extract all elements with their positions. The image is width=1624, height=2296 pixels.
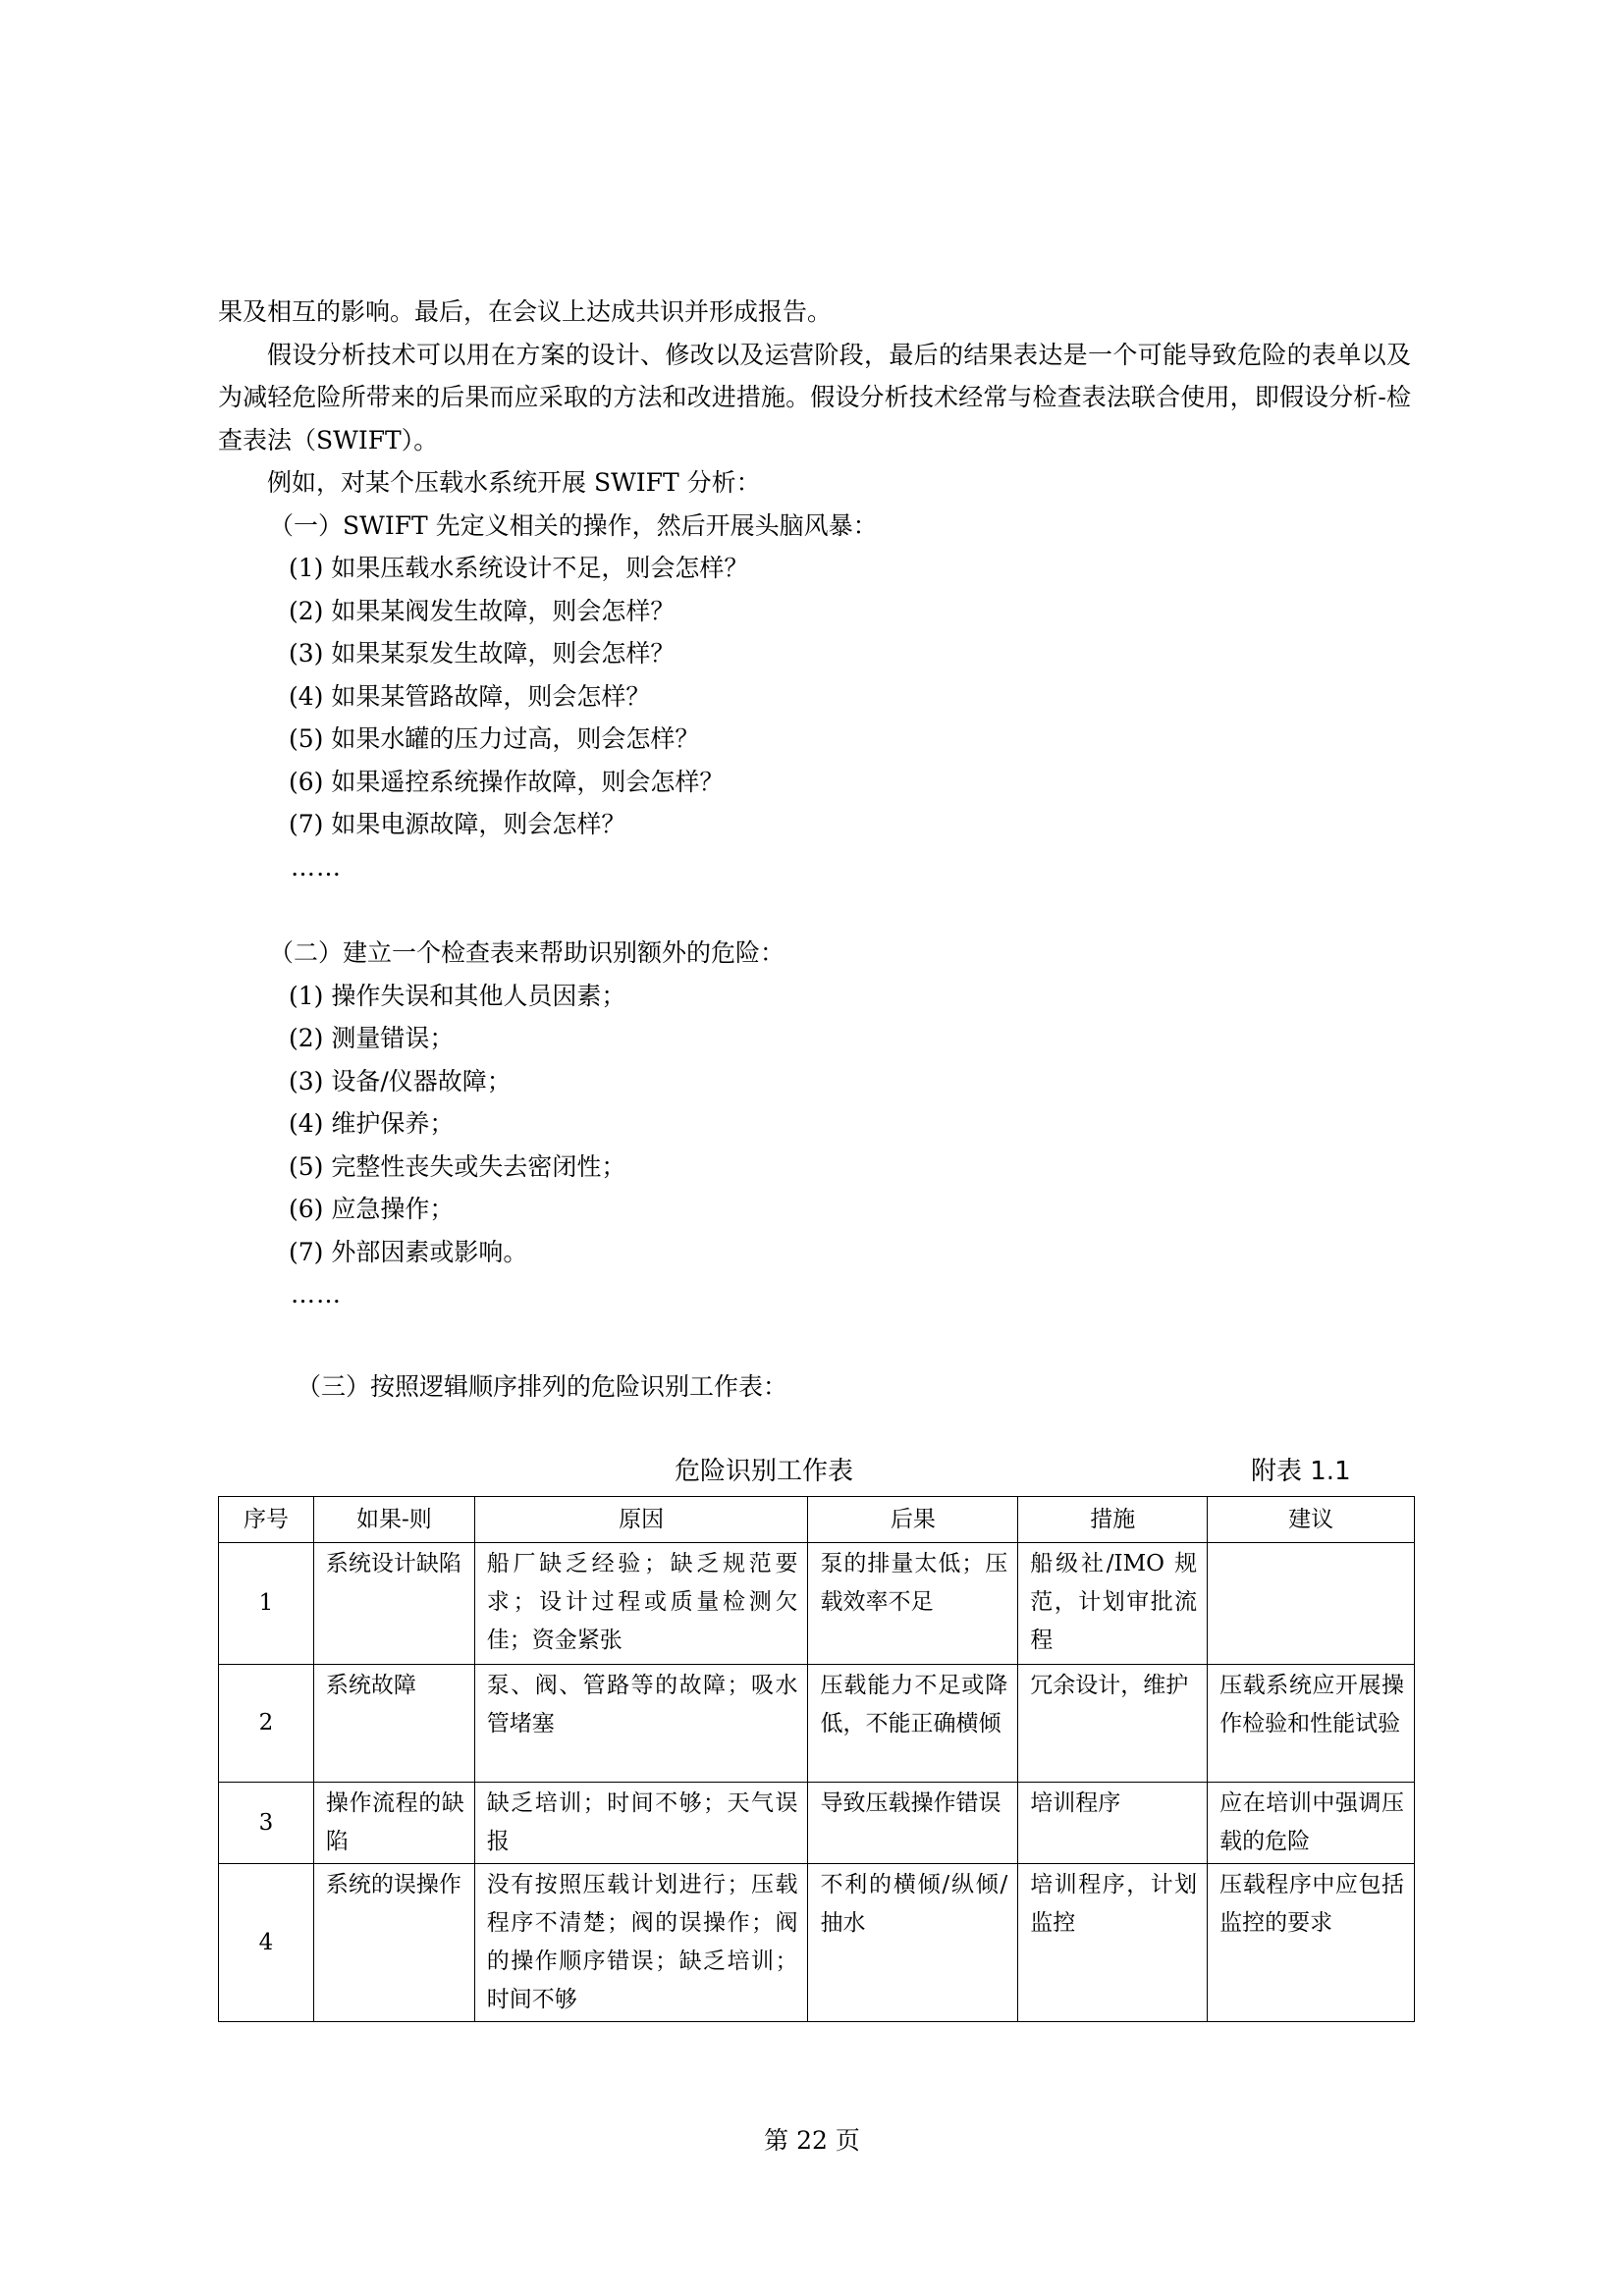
header-consequence: 后果 <box>808 1497 1018 1543</box>
cell-whatif: 系统设计缺陷 <box>313 1543 474 1665</box>
table-header-row <box>219 1497 1415 1543</box>
cell-measure: 培训程序 <box>1018 1783 1208 1864</box>
cell-measure: 船级社/IMO 规范，计划审批流程 <box>1018 1543 1208 1665</box>
cell-advice: 压载程序中应包括监控的要求 <box>1208 1864 1415 2022</box>
section-1-item: (6) 如果遥控系统操作故障，则会怎样？ <box>289 767 725 796</box>
cell-advice: 压载系统应开展操作检验和性能试验 <box>1208 1665 1415 1783</box>
section-1-ellipsis: …… <box>291 852 342 881</box>
header-no: 序号 <box>219 1497 314 1543</box>
section-2-item: (5) 完整性丧失或失去密闭性； <box>289 1151 626 1181</box>
table-row <box>219 1665 1415 1783</box>
section-1-item: (4) 如果某管路故障，则会怎样？ <box>289 681 651 711</box>
cell-no: 4 <box>219 1864 314 2022</box>
section-2-title: （二）建立一个检查表来帮助识别额外的危险： <box>269 938 785 967</box>
section-2-item: (2) 测量错误； <box>289 1024 455 1052</box>
section-2-item: (6) 应急操作； <box>289 1195 455 1223</box>
section-2-item: (3) 设备/仪器故障； <box>289 1066 512 1095</box>
cell-whatif: 系统的误操作 <box>313 1864 474 2022</box>
cell-consequence: 导致压载操作错误 <box>808 1783 1018 1864</box>
header-cause: 原因 <box>474 1497 808 1543</box>
table-row <box>219 1864 1415 2022</box>
spacer <box>218 888 1411 932</box>
section-1-item: (2) 如果某阀发生故障，则会怎样？ <box>289 596 676 625</box>
paragraph-example: 例如，对某个压载水系统开展 SWIFT 分析： <box>267 468 761 497</box>
section-1-item: (5) 如果水罐的压力过高，则会怎样？ <box>289 724 700 753</box>
section-3-title: （三）按照逻辑顺序排列的危险识别工作表： <box>297 1371 788 1401</box>
table-caption <box>218 1451 1414 1490</box>
cell-measure: 培训程序，计划监控 <box>1018 1864 1208 2022</box>
cell-measure: 冗余设计，维护 <box>1018 1665 1208 1783</box>
cell-cause: 船厂缺乏经验；缺乏规范要求；设计过程或质量检测欠佳；资金紧张 <box>474 1543 808 1665</box>
table-number: 附表 1.1 <box>1251 1457 1351 1486</box>
cell-no: 2 <box>219 1665 314 1783</box>
page-number: 第 22 页 <box>764 2126 860 2155</box>
header-measure: 措施 <box>1018 1497 1208 1543</box>
hazard-identification-table <box>218 1496 1415 2022</box>
cell-consequence: 压载能力不足或降低，不能正确横倾 <box>808 1665 1018 1783</box>
section-2-item: (7) 外部因素或影响。 <box>289 1237 528 1266</box>
section-1-item: (3) 如果某泵发生故障，则会怎样？ <box>289 639 676 667</box>
cell-whatif: 系统故障 <box>313 1665 474 1783</box>
paragraph-swift-intro: 假设分析技术可以用在方案的设计、修改以及运营阶段，最后的结果表达是一个可能导致危险的表单以及为减轻危险所带来的后果而应采取的方法和改进措施。假设分析技术经常与检查表法联合使用，即假设分析-检查表法（SWIFT）。 <box>218 340 1411 454</box>
cell-advice <box>1208 1543 1415 1665</box>
cell-cause: 缺乏培训；时间不够；天气误报 <box>474 1783 808 1864</box>
body-text <box>218 291 1411 1408</box>
table-row <box>219 1543 1415 1665</box>
table-title: 危险识别工作表 <box>675 1457 854 1486</box>
section-2-item: (4) 维护保养； <box>289 1109 455 1138</box>
cell-advice: 应在培训中强调压载的危险 <box>1208 1783 1415 1864</box>
header-whatif: 如果-则 <box>313 1497 474 1543</box>
spacer <box>218 1316 1411 1365</box>
section-1-title: （一）SWIFT 先定义相关的操作，然后开展头脑风暴： <box>269 510 878 540</box>
cell-cause: 没有按照压载计划进行；压载程序不清楚；阀的误操作；阀的操作顺序错误；缺乏培训；时间不够 <box>474 1864 808 2022</box>
cell-consequence: 泵的排量太低；压载效率不足 <box>808 1543 1018 1665</box>
cell-no: 3 <box>219 1783 314 1864</box>
table-row <box>219 1783 1415 1864</box>
paragraph-continuation: 果及相互的影响。最后，在会议上达成共识并形成报告。 <box>218 297 833 326</box>
cell-cause: 泵、阀、管路等的故障；吸水管堵塞 <box>474 1665 808 1783</box>
section-1-item: (1) 如果压载水系统设计不足，则会怎样？ <box>289 554 749 582</box>
cell-no: 1 <box>219 1543 314 1665</box>
cell-consequence: 不利的横倾/纵倾/抽水 <box>808 1864 1018 2022</box>
section-2-item: (1) 操作失误和其他人员因素； <box>289 981 626 1010</box>
cell-whatif: 操作流程的缺陷 <box>313 1783 474 1864</box>
section-1-item: (7) 如果电源故障，则会怎样？ <box>289 810 626 838</box>
section-2-ellipsis: …… <box>291 1280 342 1308</box>
header-advice: 建议 <box>1208 1497 1415 1543</box>
